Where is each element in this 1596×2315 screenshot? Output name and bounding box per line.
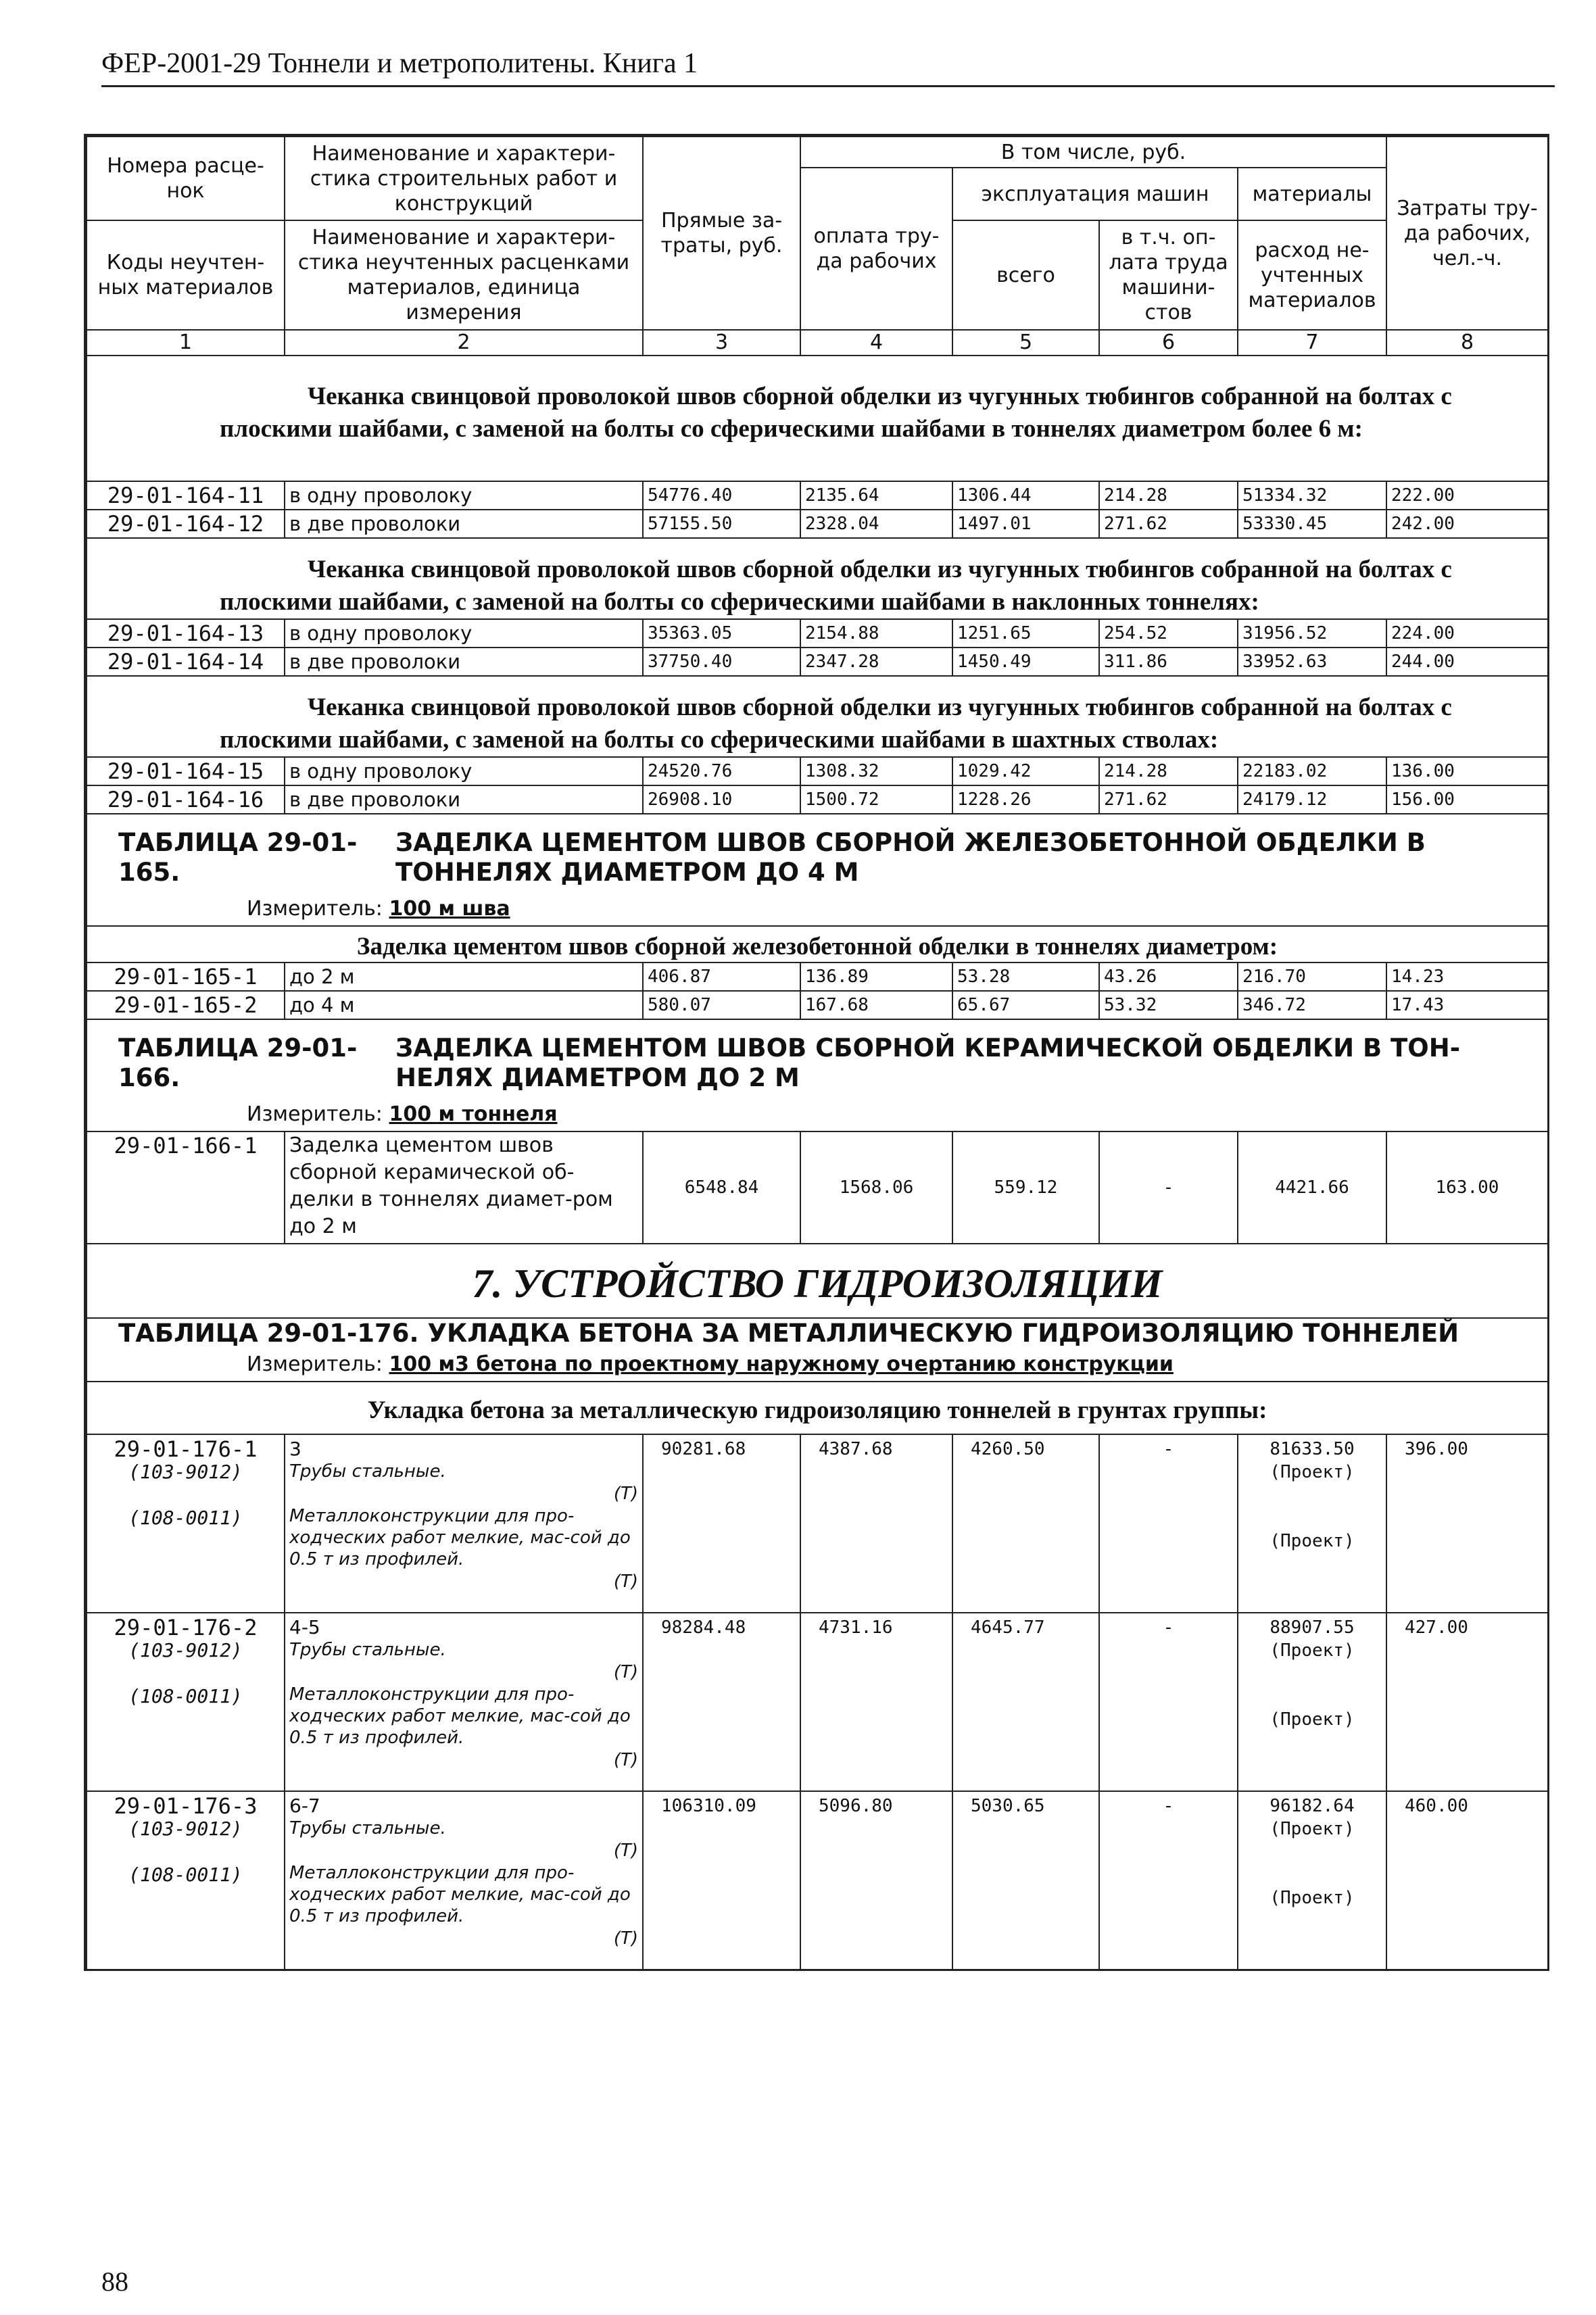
measure (87, 1098, 1548, 1131)
measure-label: Измеритель: (247, 1102, 383, 1126)
material-unit: (Т) (613, 1571, 638, 1592)
labor-hours: 14.23 (1386, 962, 1548, 991)
header-machinist-wages: в т.ч. оп-лата труда машини-стов (1099, 220, 1238, 330)
column-number: 6 (1099, 330, 1238, 356)
machines-total: 1251.65 (952, 619, 1099, 648)
section-title: Чеканка свинцовой проволокой швов сборной обделки из чугунных тюбингов собранной на болтах с плоскими шайбами, с заменой на болты со сферическими шайбами в наклонных тоннелях: (87, 538, 1548, 619)
header-rate-numbers: Номера расце-нок (87, 137, 285, 220)
table-row (87, 1791, 1548, 1970)
table-row (87, 648, 1548, 676)
section-heading (87, 356, 1548, 481)
worker-wages: 136.89 (800, 962, 952, 991)
worker-wages: 2154.88 (800, 619, 952, 648)
material-code: (108-0011) (128, 1507, 243, 1529)
table-number: ТАБЛИЦА 29-01-165. (118, 828, 358, 887)
materials-cost: 346.72 (1238, 991, 1386, 1019)
machines-total: 4645.77 (952, 1613, 1099, 1791)
work-name-cell (285, 1613, 643, 1791)
material-code: (108-0011) (128, 1685, 243, 1707)
work-name: в одну проволоку (285, 481, 643, 510)
column-number: 7 (1238, 330, 1386, 356)
labor-hours: 460.00 (1386, 1791, 1548, 1970)
section-heading (87, 538, 1548, 619)
materials-cell (1238, 1791, 1386, 1970)
measure-label: Измеритель: (247, 897, 383, 921)
material-code: (103-9012) (128, 1639, 243, 1661)
material-name: Трубы стальные. (289, 1818, 446, 1838)
materials-cost: 96182.64 (1269, 1796, 1355, 1816)
work-name: в одну проволоку (285, 619, 643, 648)
machines-total: 1497.01 (952, 510, 1099, 538)
table-row (87, 619, 1548, 648)
table-row (87, 1434, 1548, 1613)
materials-cost: 22183.02 (1238, 757, 1386, 785)
material-unit: (Т) (613, 1662, 638, 1682)
worker-wages: 1308.32 (800, 757, 952, 785)
machinist-wages: - (1099, 1613, 1238, 1791)
materials-cost: 88907.55 (1269, 1617, 1355, 1638)
work-name: Заделка цементом швов сборной керамической об-делки в тоннелях диамет-ром до 2 м (285, 1131, 643, 1244)
header-row-1 (87, 137, 1548, 168)
direct-cost: 90281.68 (643, 1434, 800, 1613)
material-name: Трубы стальные. (289, 1640, 446, 1660)
table-row (87, 1131, 1548, 1244)
table-name: ЗАДЕЛКА ЦЕМЕНТОМ ШВОВ СБОРНОЙ ЖЕЛЕЗОБЕТОННОЙ ОБДЕЛКИ В ТОННЕЛЯХ ДИАМЕТРОМ ДО 4 М (395, 828, 1426, 887)
machinist-wages: - (1099, 1131, 1238, 1244)
direct-cost: 106310.09 (643, 1791, 800, 1970)
header-labor-hours: Затраты тру-да рабочих, чел.-ч. (1386, 137, 1548, 330)
measure-value: 100 м3 бетона по проектному наружному очертанию конструкции (389, 1353, 1174, 1376)
worker-wages: 1568.06 (800, 1131, 952, 1244)
labor-hours: 244.00 (1386, 648, 1548, 676)
direct-cost: 26908.10 (643, 785, 800, 814)
labor-hours: 163.00 (1386, 1131, 1548, 1244)
material-code: (103-9012) (128, 1818, 243, 1840)
worker-wages: 2347.28 (800, 648, 952, 676)
materials-cost: 216.70 (1238, 962, 1386, 991)
column-number: 8 (1386, 330, 1548, 356)
section-title: Заделка цементом швов сборной железобетонной обделки в тоннелях диаметром: (87, 926, 1548, 962)
worker-wages: 5096.80 (800, 1791, 952, 1970)
material-unit: (Т) (613, 1928, 638, 1949)
chapter-title: 7. УСТРОЙСТВО ГИДРОИЗОЛЯЦИИ (87, 1244, 1548, 1318)
material-name: Металлоконструкции для про-ходческих работ мелкие, мас-сой до 0.5 т из профилей. (289, 1863, 631, 1926)
labor-hours: 156.00 (1386, 785, 1548, 814)
worker-wages: 1500.72 (800, 785, 952, 814)
machines-total: 4260.50 (952, 1434, 1099, 1613)
column-number: 1 (87, 330, 285, 356)
rate-code: 29-01-164-11 (87, 481, 285, 510)
rate-code: 29-01-176-3 (114, 1793, 258, 1819)
column-number: 2 (285, 330, 643, 356)
materials-cost: 31956.52 (1238, 619, 1386, 648)
project-note: (Проект) (1269, 1531, 1355, 1551)
project-note: (Проект) (1269, 1709, 1355, 1730)
machines-total: 1228.26 (952, 785, 1099, 814)
labor-hours: 17.43 (1386, 991, 1548, 1019)
header-machines-total: всего (952, 220, 1099, 330)
material-code: (103-9012) (128, 1461, 243, 1483)
worker-wages: 4387.68 (800, 1434, 952, 1613)
work-name: в две проволоки (285, 785, 643, 814)
section-heading (87, 1382, 1548, 1434)
machinist-wages: 271.62 (1099, 510, 1238, 538)
header-materials: материалы (1238, 168, 1386, 220)
machinist-wages: 311.86 (1099, 648, 1238, 676)
section-title: Укладка бетона за металлическую гидроизоляцию тоннелей в грунтах группы: (87, 1382, 1548, 1434)
machinist-wages: 271.62 (1099, 785, 1238, 814)
measure-row (87, 893, 1548, 926)
worker-wages: 4731.16 (800, 1613, 952, 1791)
work-name: до 2 м (285, 962, 643, 991)
rate-code: 29-01-164-12 (87, 510, 285, 538)
table-name: ЗАДЕЛКА ЦЕМЕНТОМ ШВОВ СБОРНОЙ КЕРАМИЧЕСКОЙ ОБДЕЛКИ В ТОН-НЕЛЯХ ДИАМЕТРОМ ДО 2 М (395, 1033, 1461, 1092)
direct-cost: 37750.40 (643, 648, 800, 676)
soil-group: 4-5 (289, 1616, 320, 1638)
project-note: (Проект) (1269, 1819, 1355, 1839)
materials-cost: 51334.32 (1238, 481, 1386, 510)
material-unit: (Т) (613, 1750, 638, 1770)
soil-group: 3 (289, 1438, 301, 1460)
table-title (87, 1019, 1548, 1098)
rate-code: 29-01-164-14 (87, 648, 285, 676)
material-name: Металлоконструкции для про-ходческих работ мелкие, мас-сой до 0.5 т из профилей. (289, 1684, 631, 1748)
measure (87, 1348, 1548, 1382)
machinist-wages: - (1099, 1791, 1238, 1970)
materials-cost: 53330.45 (1238, 510, 1386, 538)
work-name: в две проволоки (285, 648, 643, 676)
measure (87, 893, 1548, 926)
machinist-wages: 214.28 (1099, 757, 1238, 785)
materials-cell (1238, 1613, 1386, 1791)
section-heading (87, 926, 1548, 962)
work-name: в одну проволоку (285, 757, 643, 785)
labor-hours: 242.00 (1386, 510, 1548, 538)
labor-hours: 224.00 (1386, 619, 1548, 648)
soil-group: 6-7 (289, 1795, 320, 1817)
rate-code: 29-01-164-13 (87, 619, 285, 648)
machines-total: 1306.44 (952, 481, 1099, 510)
table-row (87, 962, 1548, 991)
measure-label: Измеритель: (247, 1353, 383, 1376)
table-title-row (87, 1318, 1548, 1348)
section-heading (87, 676, 1548, 757)
direct-cost: 24520.76 (643, 757, 800, 785)
rate-code-cell (87, 1791, 285, 1970)
table-title (87, 814, 1548, 893)
machinist-wages: - (1099, 1434, 1238, 1613)
worker-wages: 167.68 (800, 991, 952, 1019)
materials-cell (1238, 1434, 1386, 1613)
table-row (87, 481, 1548, 510)
machines-total: 559.12 (952, 1131, 1099, 1244)
rate-code-cell (87, 1434, 285, 1613)
measure-value: 100 м шва (389, 897, 510, 921)
materials-cost: 4421.66 (1238, 1131, 1386, 1244)
materials-cost: 33952.63 (1238, 648, 1386, 676)
column-number: 5 (952, 330, 1099, 356)
worker-wages: 2328.04 (800, 510, 952, 538)
rate-code: 29-01-165-2 (87, 991, 285, 1019)
direct-cost: 35363.05 (643, 619, 800, 648)
direct-cost: 406.87 (643, 962, 800, 991)
machines-total: 53.28 (952, 962, 1099, 991)
measure-row (87, 1348, 1548, 1382)
table-row (87, 510, 1548, 538)
estimate-table (86, 136, 1549, 1971)
labor-hours: 136.00 (1386, 757, 1548, 785)
table-number: ТАБЛИЦА 29-01-166. (118, 1033, 358, 1092)
table-title-row (87, 1019, 1548, 1098)
rate-code: 29-01-164-15 (87, 757, 285, 785)
page-number: 88 (101, 2266, 128, 2297)
project-note: (Проект) (1269, 1640, 1355, 1661)
column-number: 4 (800, 330, 952, 356)
project-note: (Проект) (1269, 1888, 1355, 1908)
material-code: (108-0011) (128, 1863, 243, 1886)
labor-hours: 222.00 (1386, 481, 1548, 510)
direct-cost: 57155.50 (643, 510, 800, 538)
table-title (87, 1318, 1548, 1348)
header-work-name: Наименование и характери-стика строительных работ и конструкций (285, 137, 643, 220)
table-row (87, 757, 1548, 785)
page-header: ФЕР-2001-29 Тоннели и метрополитены. Книга 1 (101, 47, 1555, 87)
direct-cost: 6548.84 (643, 1131, 800, 1244)
work-name: в две проволоки (285, 510, 643, 538)
table-row (87, 991, 1548, 1019)
measure-row (87, 1098, 1548, 1131)
work-name-cell (285, 1434, 643, 1613)
material-unit: (Т) (613, 1484, 638, 1504)
materials-cost: 81633.50 (1269, 1439, 1355, 1459)
machinist-wages: 43.26 (1099, 962, 1238, 991)
table-number: ТАБЛИЦА 29-01-176. (118, 1319, 419, 1348)
rate-code: 29-01-164-16 (87, 785, 285, 814)
project-note: (Проект) (1269, 1462, 1355, 1482)
material-name: Трубы стальные. (289, 1461, 446, 1482)
machinist-wages: 53.32 (1099, 991, 1238, 1019)
machinist-wages: 254.52 (1099, 619, 1238, 648)
table-name: УКЛАДКА БЕТОНА ЗА МЕТАЛЛИЧЕСКУЮ ГИДРОИЗОЛЯЦИЮ ТОННЕЛЕЙ (427, 1319, 1459, 1348)
header-worker-wages: оплата тру-да рабочих (800, 168, 952, 330)
column-number-row (87, 330, 1548, 356)
machines-total: 1450.49 (952, 648, 1099, 676)
machines-total: 5030.65 (952, 1791, 1099, 1970)
rate-code-cell (87, 1613, 285, 1791)
table-row (87, 1613, 1548, 1791)
header-unaccounted-codes: Коды неучтен-ных материалов (87, 220, 285, 330)
material-unit: (Т) (613, 1841, 638, 1861)
header-unaccounted-consumption: расход не-учтенных материалов (1238, 220, 1386, 330)
labor-hours: 396.00 (1386, 1434, 1548, 1613)
section-title: Чеканка свинцовой проволокой швов сборной обделки из чугунных тюбингов собранной на болтах с плоскими шайбами, с заменой на болты со сферическими шайбами в тоннелях диаметром более 6 м: (87, 356, 1548, 481)
header-machines: эксплуатация машин (952, 168, 1238, 220)
machinist-wages: 214.28 (1099, 481, 1238, 510)
materials-cost: 24179.12 (1238, 785, 1386, 814)
table-title-row (87, 814, 1548, 893)
machines-total: 65.67 (952, 991, 1099, 1019)
header-including-group: В том числе, руб. (800, 137, 1386, 168)
rate-code: 29-01-166-1 (87, 1131, 285, 1244)
chapter-heading-row (87, 1244, 1548, 1318)
header-unaccounted-materials: Наименование и характери-стика неучтенных расценками материалов, единица измерения (285, 220, 643, 330)
machines-total: 1029.42 (952, 757, 1099, 785)
work-name-cell (285, 1791, 643, 1970)
labor-hours: 427.00 (1386, 1613, 1548, 1791)
worker-wages: 2135.64 (800, 481, 952, 510)
section-title: Чеканка свинцовой проволокой швов сборной обделки из чугунных тюбингов собранной на болтах с плоскими шайбами, с заменой на болты со сферическими шайбами в шахтных стволах: (87, 676, 1548, 757)
header-direct-costs: Прямые за-траты, руб. (643, 137, 800, 330)
measure-value: 100 м тоннеля (389, 1102, 558, 1126)
rate-code: 29-01-176-1 (114, 1436, 258, 1462)
direct-cost: 98284.48 (643, 1613, 800, 1791)
table-row (87, 785, 1548, 814)
estimate-document (84, 134, 1549, 1971)
work-name: до 4 м (285, 991, 643, 1019)
material-name: Металлоконструкции для про-ходческих работ мелкие, мас-сой до 0.5 т из профилей. (289, 1506, 631, 1569)
rate-code: 29-01-176-2 (114, 1615, 258, 1640)
column-number: 3 (643, 330, 800, 356)
direct-cost: 580.07 (643, 991, 800, 1019)
direct-cost: 54776.40 (643, 481, 800, 510)
rate-code: 29-01-165-1 (87, 962, 285, 991)
